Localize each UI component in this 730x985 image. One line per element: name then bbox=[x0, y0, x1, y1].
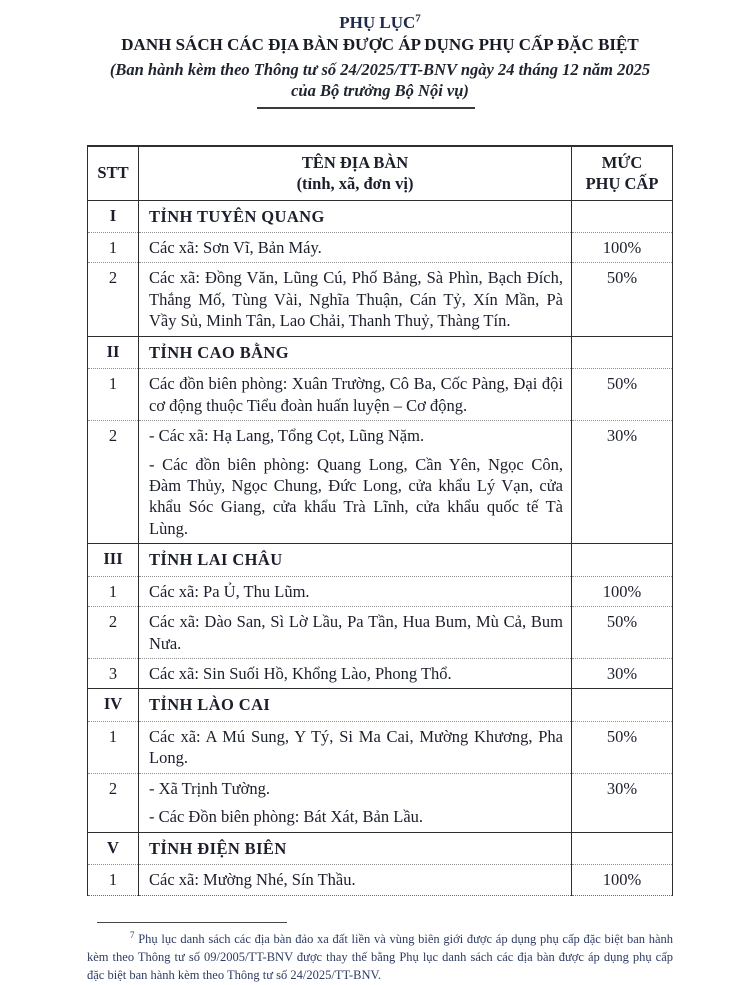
stt-cell: 2 bbox=[88, 773, 139, 832]
area-paragraph: TỈNH TUYÊN QUANG bbox=[149, 206, 325, 226]
area-paragraph: Các xã: Sơn Vĩ, Bản Máy. bbox=[149, 238, 322, 258]
table-row bbox=[88, 607, 673, 659]
page-title-text: PHỤ LỤC bbox=[339, 13, 416, 32]
area-name-cell bbox=[139, 233, 572, 263]
area-name-cell bbox=[139, 263, 572, 336]
province-name-cell bbox=[139, 832, 572, 864]
table-row bbox=[88, 336, 673, 368]
title-underline bbox=[257, 107, 475, 109]
footnote bbox=[87, 929, 673, 985]
rate-cell: 100% bbox=[572, 233, 673, 263]
table-row bbox=[88, 200, 673, 232]
table-row bbox=[88, 369, 673, 421]
table-row bbox=[88, 421, 673, 544]
table-row bbox=[88, 865, 673, 895]
issuance-note bbox=[87, 59, 673, 101]
table-row bbox=[88, 233, 673, 263]
area-name-cell bbox=[139, 659, 572, 689]
table-row bbox=[88, 773, 673, 832]
area-paragraph: Các đồn biên phòng: Xuân Trường, Cô Ba, Cốc Pàng, Đại đội cơ động thuộc Tiểu đoàn huấn luyện – Cơ động. bbox=[149, 374, 563, 415]
stt-cell: 2 bbox=[88, 607, 139, 659]
footnote-text: Phụ lục danh sách các địa bàn đảo xa đất liền và vùng biên giới được áp dụng phụ cấp đặc biệt ban hành kèm theo Thông tư số 09/2005/TT-BNV được thay thế bằng Phụ lục danh sách các địa bàn được áp dụng phụ cấp đặc biệt ban hành kèm theo Thông tư số 24/2025/TT-BNV. bbox=[87, 932, 673, 983]
rate-cell: 50% bbox=[572, 607, 673, 659]
rate-cell: 50% bbox=[572, 369, 673, 421]
area-paragraph: TỈNH CAO BẰNG bbox=[149, 342, 289, 362]
province-name-cell bbox=[139, 689, 572, 721]
table-row bbox=[88, 544, 673, 576]
issuance-line-2: của Bộ trưởng Bộ Nội vụ) bbox=[291, 80, 469, 100]
table-row bbox=[88, 576, 673, 606]
rate-cell: 30% bbox=[572, 659, 673, 689]
footnote-block bbox=[87, 922, 673, 985]
area-name-cell bbox=[139, 865, 572, 895]
table-row bbox=[88, 263, 673, 336]
rate-cell bbox=[572, 544, 673, 576]
table-row bbox=[88, 721, 673, 773]
area-name-cell bbox=[139, 607, 572, 659]
page-title bbox=[87, 12, 673, 33]
area-paragraph: TỈNH ĐIỆN BIÊN bbox=[149, 838, 287, 858]
stt-cell: 1 bbox=[88, 576, 139, 606]
col-header-rate-line2: PHỤ CẤP bbox=[585, 174, 659, 194]
area-paragraph: - Xã Trịnh Tường. bbox=[149, 778, 270, 798]
area-paragraph: Các xã: Sin Suối Hồ, Khổng Lào, Phong Thổ. bbox=[149, 664, 452, 684]
area-name-cell bbox=[139, 721, 572, 773]
rate-cell: 100% bbox=[572, 576, 673, 606]
stt-cell: III bbox=[88, 544, 139, 576]
area-paragraph: Các xã: Đồng Văn, Lũng Cú, Phố Bảng, Sà Phìn, Bạch Đích, Thắng Mố, Tùng Vài, Nghĩa Thuận, Cán Tỷ, Xín Mần, Pà Vầy Sủ, Minh Tân, Lao Chải, Thanh Thuỷ, Thàng Tín. bbox=[149, 268, 563, 331]
col-header-rate-line1: MỨC bbox=[601, 152, 643, 172]
stt-cell: 2 bbox=[88, 421, 139, 544]
page-subtitle: DANH SÁCH CÁC ĐỊA BÀN ĐƯỢC ÁP DỤNG PHỤ CẤP ĐẶC BIỆT bbox=[121, 35, 639, 55]
area-paragraph: Các xã: Dào San, Sì Lờ Lầu, Pa Tần, Hua Bum, Mù Cả, Bum Nưa. bbox=[149, 612, 563, 653]
area-paragraph: - Các Đồn biên phòng: Bát Xát, Bản Lầu. bbox=[149, 807, 424, 827]
stt-cell: 1 bbox=[88, 233, 139, 263]
stt-cell: 2 bbox=[88, 263, 139, 336]
stt-cell: 3 bbox=[88, 659, 139, 689]
rate-cell bbox=[572, 200, 673, 232]
province-name-cell bbox=[139, 336, 572, 368]
area-paragraph: - Các đồn biên phòng: Quang Long, Cần Yên, Ngọc Côn, Đàm Thủy, Ngọc Chung, Đức Long, cửa khẩu Lý Vạn, cửa khẩu Sóc Giang, cửa khẩu Trà Lĩnh, cửa khẩu quốc tế Tà Lùng. bbox=[149, 454, 563, 538]
stt-cell: II bbox=[88, 336, 139, 368]
stt-cell: IV bbox=[88, 689, 139, 721]
stt-cell: V bbox=[88, 832, 139, 864]
area-paragraph: Các xã: Mường Nhé, Sín Thầu. bbox=[149, 870, 356, 890]
province-name-cell bbox=[139, 544, 572, 576]
area-name-cell bbox=[139, 369, 572, 421]
rate-cell: 100% bbox=[572, 865, 673, 895]
allowance-table bbox=[87, 145, 673, 896]
table-row bbox=[88, 659, 673, 689]
table-header-row bbox=[88, 146, 673, 200]
area-paragraph: - Các xã: Hạ Lang, Tổng Cọt, Lũng Nặm. bbox=[149, 426, 425, 446]
footnote-marker: 7 bbox=[130, 930, 135, 941]
col-header-rate bbox=[572, 146, 673, 200]
col-header-name-line1: TÊN ĐỊA BÀN bbox=[301, 152, 409, 172]
area-name-cell bbox=[139, 773, 572, 832]
area-name-cell bbox=[139, 421, 572, 544]
province-name-cell bbox=[139, 200, 572, 232]
table-head bbox=[88, 146, 673, 200]
document-header bbox=[87, 12, 673, 109]
rate-cell: 50% bbox=[572, 263, 673, 336]
col-header-stt bbox=[88, 146, 139, 200]
area-paragraph: Các xã: Pa Ủ, Thu Lũm. bbox=[149, 581, 310, 601]
rate-cell bbox=[572, 689, 673, 721]
stt-cell: 1 bbox=[88, 721, 139, 773]
area-paragraph: TỈNH LÀO CAI bbox=[149, 695, 271, 715]
rate-cell: 30% bbox=[572, 421, 673, 544]
issuance-line-1: (Ban hành kèm theo Thông tư số 24/2025/TT-BNV ngày 24 tháng 12 năm 2025 bbox=[109, 59, 651, 79]
stt-cell: I bbox=[88, 200, 139, 232]
table-row bbox=[88, 689, 673, 721]
rate-cell: 30% bbox=[572, 773, 673, 832]
area-name-cell bbox=[139, 576, 572, 606]
footnote-separator bbox=[97, 922, 287, 924]
stt-cell: 1 bbox=[88, 369, 139, 421]
rate-cell bbox=[572, 832, 673, 864]
table-body bbox=[88, 200, 673, 895]
title-footnote-ref: 7 bbox=[415, 12, 421, 25]
col-header-name-line2: (tỉnh, xã, đơn vị) bbox=[296, 174, 414, 194]
table-row bbox=[88, 832, 673, 864]
stt-cell: 1 bbox=[88, 865, 139, 895]
col-header-name bbox=[139, 146, 572, 200]
area-paragraph: TỈNH LAI CHÂU bbox=[149, 550, 283, 570]
rate-cell bbox=[572, 336, 673, 368]
area-paragraph: Các xã: A Mú Sung, Y Tý, Si Ma Cai, Mường Khương, Pha Long. bbox=[149, 726, 563, 768]
col-header-stt-label: STT bbox=[97, 163, 129, 183]
rate-cell: 50% bbox=[572, 721, 673, 773]
